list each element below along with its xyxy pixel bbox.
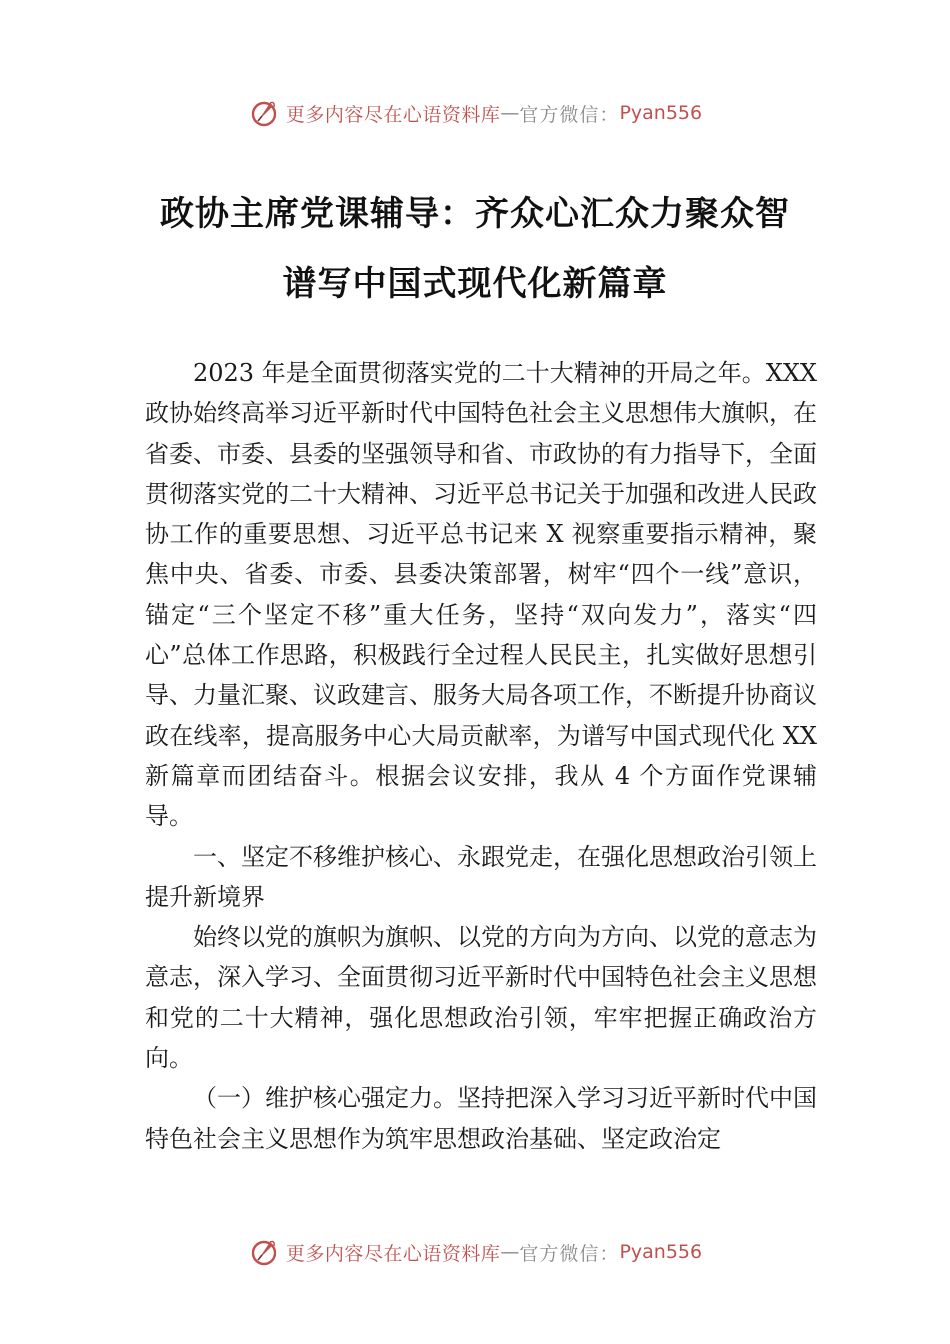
paragraph-intro: 2023 年是全面贯彻落实党的二十大精神的开局之年。XXX 政协始终高举习近平新时代中国特色社会主义思想伟大旗帜，在省委、市委、县委的坚强领导和省、市政协的有力指导下，全面贯彻落实党的二十大精神、习近平总书记关于加强和改进人民政协工作的重要思想、习近平总书记来 X 视察重要指示精神，聚焦中央、省委、市委、县委决策部署，树牢“四个一线”意识，锚定“三个坚定不移”重大任务，坚持“双向发力”，落实“四心”总体工作思路，积极践行全过程人民民主，扎实做好思想引导、力量汇聚、议政建言、服务大局各项工作，不断提升协商议政在线率，提高服务中心大局贡献率，为谱写中国式现代化 XX 新篇章而团结奋斗。根据会议安排，我从 4 个方面作党课辅导。	[145, 359, 817, 831]
document-body	[145, 353, 817, 1159]
banner-account: Pyan556	[619, 1241, 703, 1263]
banner-brand-text: 更多内容尽在心语资料库	[285, 1242, 501, 1265]
banner-wechat-label: 官方微信：	[519, 1242, 620, 1265]
banner-separator: —	[500, 1241, 520, 1263]
banner-account: Pyan556	[619, 102, 703, 124]
document-title-line-2: 谱写中国式现代化新篇章	[282, 264, 668, 304]
paragraph-section-1: 始终以党的旗帜为旗帜、以党的方向为方向、以党的意志为意志，深入学习、全面贯彻习近平新时代中国特色社会主义思想和党的二十大精神，强化思想政治引领，牢牢把握正确政治方向。	[145, 923, 817, 1073]
header-banner	[0, 93, 950, 133]
footer-banner	[0, 1232, 950, 1272]
banner-brand-text: 更多内容尽在心语资料库	[285, 103, 501, 126]
banner-separator: —	[500, 102, 520, 124]
quill-pen-logo-icon	[248, 97, 280, 129]
paragraph-subsection-1: （一）维护核心强定力。坚持把深入学习习近平新时代中国特色社会主义思想作为筑牢思想政治基础、坚定政治定	[145, 1084, 817, 1153]
document-title-line-1: 政协主席党课辅导：齐众心汇众力聚众智	[160, 194, 790, 234]
banner-wechat-label: 官方微信：	[519, 103, 620, 126]
quill-pen-logo-icon	[248, 1236, 280, 1268]
section-heading-1: 一、坚定不移维护核心、永跟党走，在强化思想政治引领上提升新境界	[145, 842, 817, 911]
